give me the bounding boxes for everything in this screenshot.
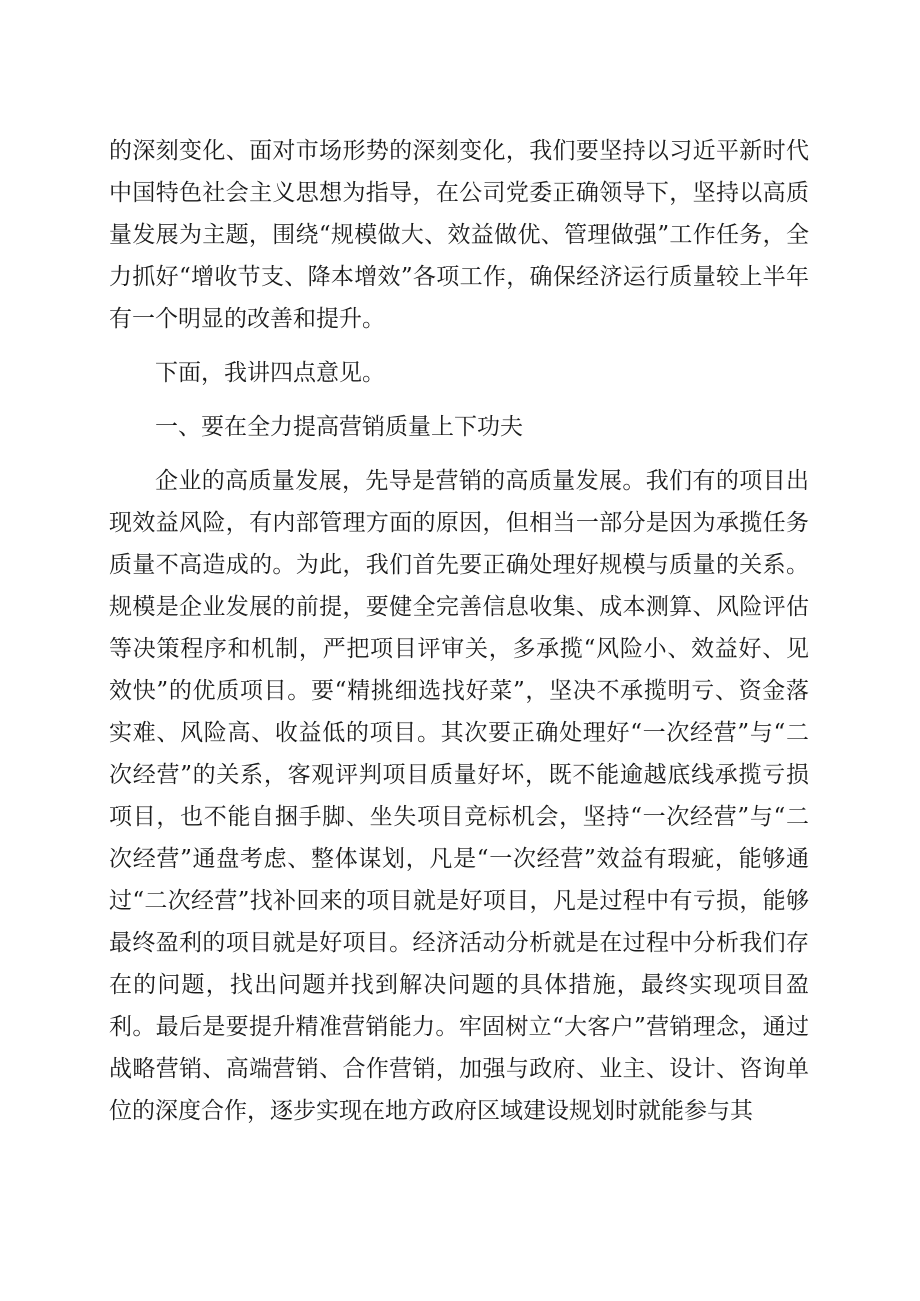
- document-body: [109, 130, 809, 1132]
- paragraph-intro: 下面，我讲四点意见。: [155, 360, 385, 386]
- paragraph-continuation: 的深刻变化、面对市场形势的深刻变化，我们要坚持以习近平新时代中国特色社会主义思想为指导，在公司党委正确领导下，坚持以高质量发展为主题，围绕“规模做大、效益做优、管理做强”工作任务，全力抓好“增收节支、降本增效”各项工作，确保经济运行质量较上半年有一个明显的改善和提升。: [109, 138, 809, 332]
- paragraph-marketing: 企业的高质量发展，先导是营销的高质量发展。我们有的项目出现效益风险，有内部管理方面的原因，但相当一部分是因为承揽任务质量不高造成的。为此，我们首先要正确处理好规模与质量的关系。规模是企业发展的前提，要健全完善信息收集、成本测算、风险评估等决策程序和机制，严把项目评审关，多承揽“风险小、效益好、见效快”的优质项目。要“精挑细选找好菜”，坚决不承揽明亏、资金落实难、风险高、收益低的项目。其次要正确处理好“一次经营”与“二次经营”的关系，客观评判项目质量好坏，既不能逾越底线承揽亏损项目，也不能自捆手脚、坐失项目竞标机会，坚持“一次经营”与“二次经营”通盘考虑、整体谋划，凡是“一次经营”效益有瑕疵，能够通过“二次经营”找补回来的项目就是好项目，凡是过程中有亏损，能够最终盈利的项目就是好项目。经济活动分析就是在过程中分析我们存在的问题，找出问题并找到解决问题的具体措施，最终实现项目盈利。最后是要提升精准营销能力。牢固树立“大客户”营销理念，通过战略营销、高端营销、合作营销，加强与政府、业主、设计、咨询单位的深度合作，逐步实现在地方政府区域建设规划时就能参与其: [109, 468, 809, 1124]
- section-heading-1: 一、要在全力提高营销质量上下功夫: [155, 414, 523, 440]
